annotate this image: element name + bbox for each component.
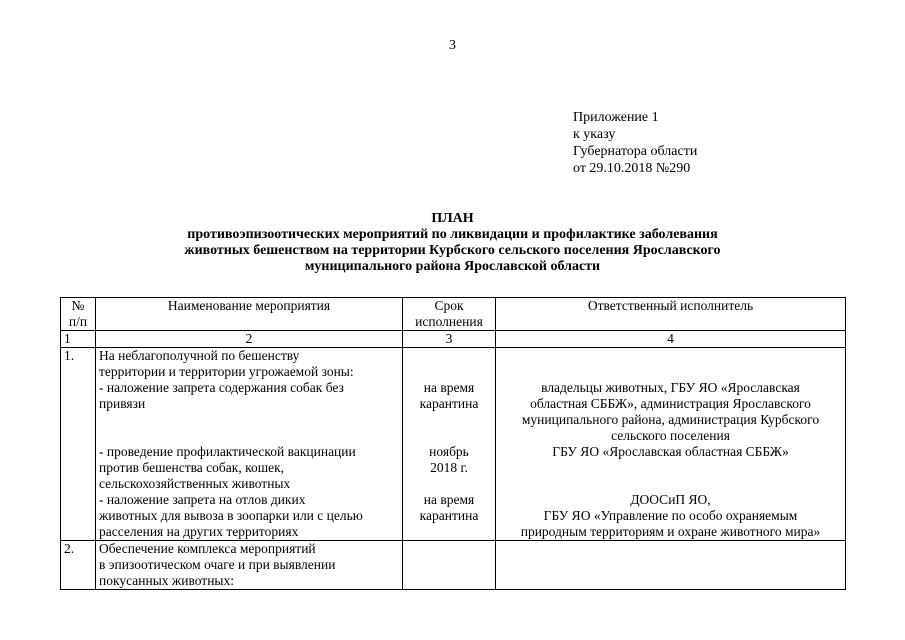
cell-line: ноябрь	[429, 444, 469, 459]
column-number: 1	[61, 331, 96, 348]
cell-line: сельского поселения	[611, 428, 730, 443]
column-number: 4	[496, 331, 846, 348]
plan-table	[60, 297, 846, 590]
cell-line: На неблагополучной по бешенству	[99, 348, 300, 363]
appendix-line: Губернатора области	[573, 144, 698, 159]
appendix-line: Приложение 1	[573, 110, 659, 125]
cell-line: - наложение запрета на отлов диких	[99, 492, 306, 507]
header-num-line: №	[71, 298, 85, 313]
cell-line: на время	[423, 380, 475, 395]
cell-line: - наложение запрета содержания собак без	[99, 380, 344, 395]
cell-line: муниципального района, администрация Курбского	[521, 412, 820, 427]
cell-line: на время	[423, 492, 475, 507]
column-number-row	[61, 331, 846, 348]
row-number: 1.	[61, 348, 96, 541]
cell-line	[499, 476, 842, 492]
column-number: 2	[96, 331, 403, 348]
cell-line	[406, 364, 492, 380]
header-term	[403, 298, 496, 331]
document-title	[0, 211, 905, 275]
cell-line	[499, 364, 842, 380]
cell-line	[406, 428, 492, 444]
cell-line: ГБУ ЯО «Управление по особо охраняемым	[543, 508, 798, 523]
cell-line: областная СББЖ», администрация Ярославского	[530, 396, 811, 411]
row-name-cell	[96, 348, 403, 541]
cell-line: в эпизоотическом очаге и при выявлении	[99, 557, 336, 572]
cell-line: животных для вывоза в зоопарки или с целью	[99, 508, 363, 523]
cell-line: - проведение профилактической вакцинации	[99, 444, 356, 459]
row-executor-cell	[496, 541, 846, 590]
table-header-row	[61, 298, 846, 331]
cell-line: владельцы животных, ГБУ ЯО «Ярославская	[541, 380, 800, 395]
cell-line: покусанных животных:	[99, 573, 234, 588]
appendix-line: к указу	[573, 127, 616, 142]
appendix-block	[573, 109, 697, 177]
table-row	[61, 541, 846, 590]
cell-line: территории и территории угрожаемой зоны:	[99, 364, 354, 379]
column-number: 3	[403, 331, 496, 348]
cell-line: 2018 г.	[430, 460, 468, 475]
cell-line: против бешенства собак, кошек,	[99, 460, 285, 475]
row-term-cell	[403, 348, 496, 541]
cell-line: ГБУ ЯО «Ярославская областная СББЖ»	[552, 444, 789, 459]
cell-line: Обеспечение комплекса мероприятий	[99, 541, 316, 556]
cell-line	[406, 476, 492, 492]
row-number: 2.	[61, 541, 96, 590]
header-term-line: Срок	[434, 298, 464, 313]
cell-line: ДООСиП ЯО,	[630, 492, 711, 507]
title-line: животных бешенством на территории Курбского сельского поселения Ярославского	[184, 243, 721, 258]
table-row	[61, 348, 846, 541]
cell-line: расселения на других территориях	[99, 524, 299, 539]
row-term-cell	[403, 541, 496, 590]
cell-line: природным территориям и охране животного мира»	[520, 524, 821, 539]
header-num	[61, 298, 96, 331]
page-number: 3	[449, 38, 456, 53]
cell-line	[406, 412, 492, 428]
appendix-date-line: от 29.10.2018 №290	[573, 161, 691, 176]
cell-line: привязи	[99, 396, 146, 411]
cell-line: карантина	[419, 508, 479, 523]
row-name-cell	[96, 541, 403, 590]
row-executor-cell	[496, 348, 846, 541]
cell-line	[406, 348, 492, 364]
header-executor: Ответственный исполнитель	[496, 298, 846, 331]
header-term-line: исполнения	[415, 314, 483, 329]
cell-line	[99, 412, 399, 428]
cell-line: карантина	[419, 396, 479, 411]
cell-line	[99, 428, 399, 444]
header-name: Наименование мероприятия	[96, 298, 403, 331]
cell-line	[406, 524, 492, 540]
title-line: ПЛАН	[431, 211, 474, 226]
cell-line	[499, 348, 842, 364]
cell-line: сельскохозяйственных животных	[99, 476, 291, 491]
title-line: противоэпизоотических мероприятий по ликвидации и профилактике заболевания	[187, 227, 718, 242]
header-num-line: п/п	[68, 314, 88, 329]
cell-line	[499, 460, 842, 476]
title-line: муниципального района Ярославской области	[304, 259, 601, 274]
